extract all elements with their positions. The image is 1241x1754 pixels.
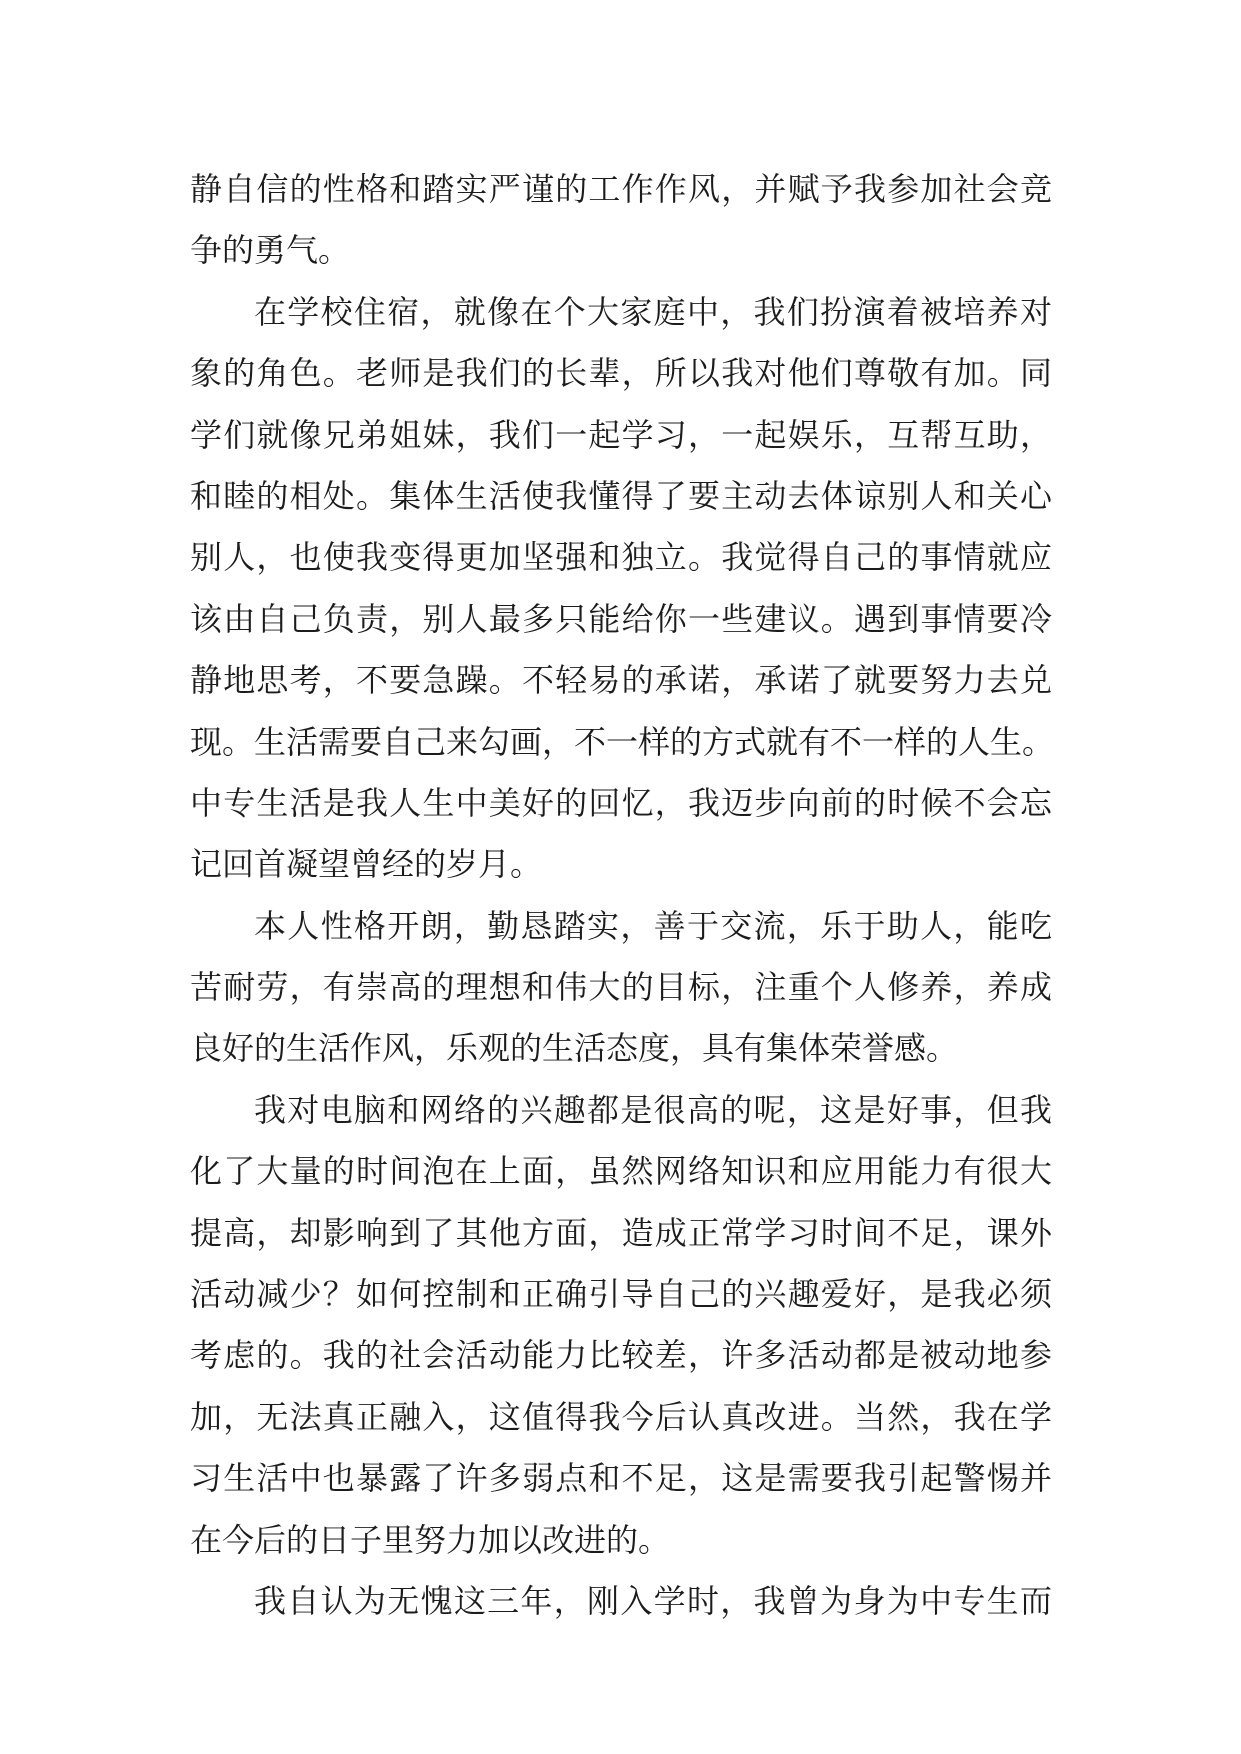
text-line: 象的角色。老师是我们的长辈，所以我对他们尊敬有加。同	[190, 354, 1052, 393]
text-line: 加，无法真正融入，这值得我今后认真改进。当然，我在学	[190, 1397, 1052, 1436]
text-line: 现。生活需要自己来勾画，不一样的方式就有不一样的人生。	[190, 722, 1055, 761]
text-line: 争的勇气。	[190, 231, 351, 270]
text-line: 苦耐劳，有崇高的理想和伟大的目标，注重个人修养，养成	[190, 968, 1052, 1007]
text-line: 提高，却影响到了其他方面，造成正常学习时间不足，课外	[190, 1213, 1052, 1252]
text-line: 考虑的。我的社会活动能力比较差，许多活动都是被动地参	[190, 1336, 1052, 1375]
text-line: 记回首凝望曾经的岁月。	[190, 845, 543, 884]
text-line: 别人，也使我变得更加坚强和独立。我觉得自己的事情就应	[190, 538, 1052, 577]
text-line: 我自认为无愧这三年，刚入学时，我曾为身为中专生而	[254, 1581, 1052, 1620]
text-line: 在今后的日子里努力加以改进的。	[190, 1520, 671, 1559]
text-line: 良好的生活作风，乐观的生活态度，具有集体荣誉感。	[190, 1029, 959, 1068]
text-line: 中专生活是我人生中美好的回忆，我迈步向前的时候不会忘	[190, 783, 1052, 822]
text-line: 静地思考，不要急躁。不轻易的承诺，承诺了就要努力去兑	[190, 661, 1052, 700]
text-line: 在学校住宿，就像在个大家庭中，我们扮演着被培养对	[254, 292, 1052, 331]
text-line: 学们就像兄弟姐妹，我们一起学习，一起娱乐，互帮互助，	[190, 415, 1052, 454]
text-line: 本人性格开朗，勤恳踏实，善于交流，乐于助人，能吃	[254, 906, 1052, 945]
text-line: 该由自己负责，别人最多只能给你一些建议。遇到事情要冷	[190, 599, 1052, 638]
text-line: 习生活中也暴露了许多弱点和不足，这是需要我引起警惕并	[190, 1459, 1052, 1498]
text-line: 我对电脑和网络的兴趣都是很高的呢，这是好事，但我	[254, 1090, 1052, 1129]
text-line: 活动减少？如何控制和正确引导自己的兴趣爱好，是我必须	[190, 1275, 1052, 1314]
text-line: 化了大量的时间泡在上面，虽然网络知识和应用能力有很大	[190, 1152, 1052, 1191]
document-body	[190, 159, 1055, 1632]
text-line: 和睦的相处。集体生活使我懂得了要主动去体谅别人和关心	[190, 476, 1052, 515]
text-line: 静自信的性格和踏实严谨的工作作风，并赋予我参加社会竞	[190, 170, 1052, 208]
